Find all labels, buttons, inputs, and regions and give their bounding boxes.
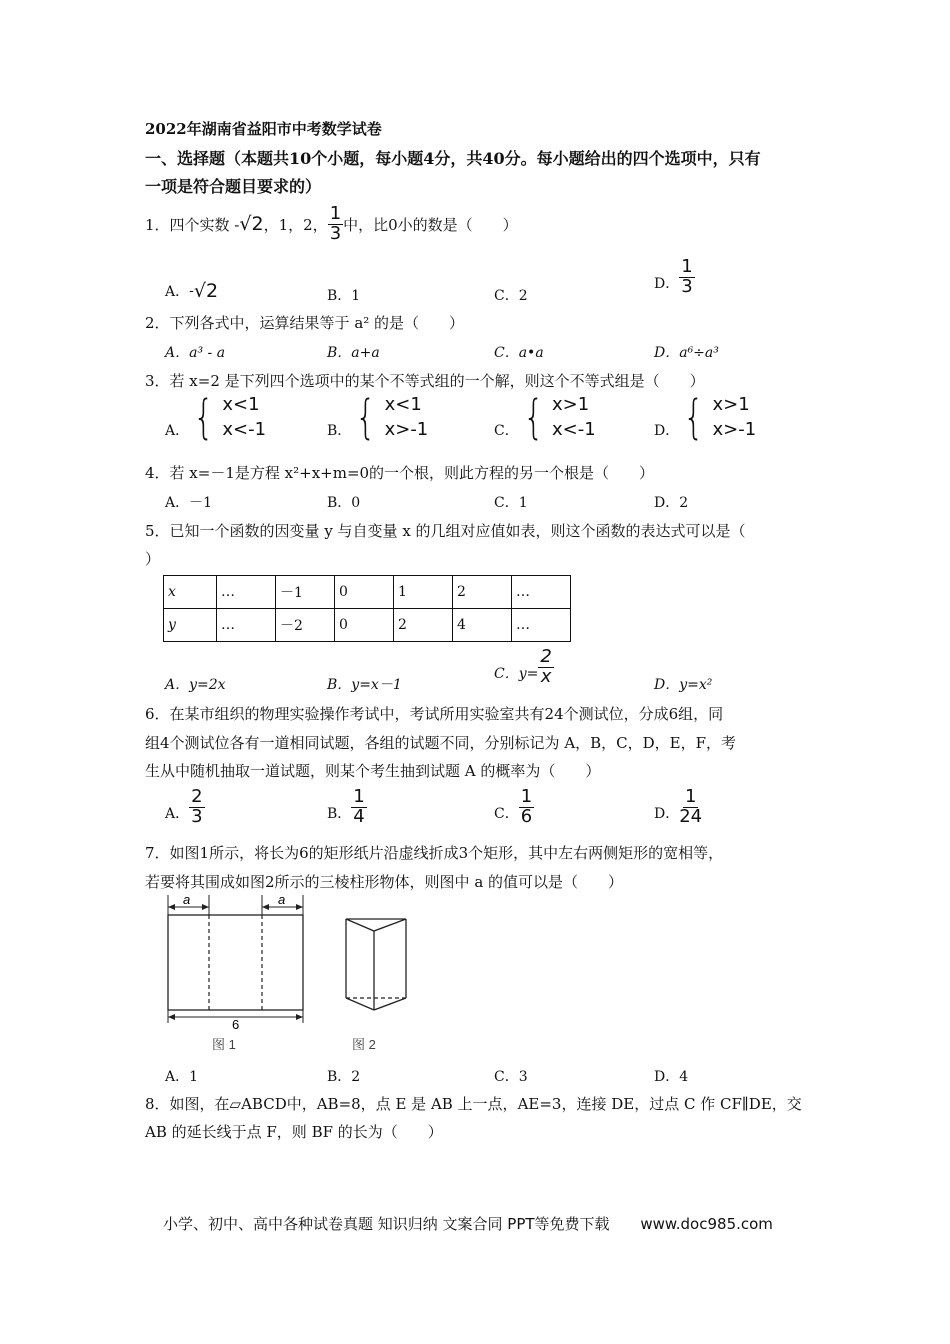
fraction-one-third: $\frac{1}{3}$: [329, 203, 342, 244]
q2-option-a[interactable]: A．a³ - a: [165, 345, 226, 361]
q1-option-d[interactable]: D． $\frac{1}{3}$: [654, 256, 693, 297]
q6-option-b[interactable]: B． $\frac{1}{4}$: [327, 786, 365, 827]
q6-option-a[interactable]: A． $\frac{2}{3}$: [165, 786, 203, 827]
footer-url[interactable]: www.doc985.com: [640, 1215, 773, 1233]
question-3-stem: 3．若 x=2 是下列四个选项中的某个不等式组的一个解，则这个不等式组是（ ）: [145, 372, 705, 390]
q7-option-d[interactable]: D．4: [654, 1069, 689, 1085]
table-cell: －1: [276, 576, 335, 609]
section-heading-line2: 一项是符合题目要求的）: [145, 177, 322, 196]
q5-option-c[interactable]: C．y= $\frac{2}{x}$: [494, 646, 552, 687]
fig-label-6: 6: [232, 1017, 240, 1032]
sqrt2: √2: [239, 213, 264, 236]
q3-option-c[interactable]: C． { x>1 x<-1: [494, 390, 596, 445]
table-cell: 0: [335, 609, 394, 642]
q3-option-d[interactable]: D． { x>1 x>-1: [654, 390, 757, 445]
table-cell: 4: [453, 609, 512, 642]
q3-option-a[interactable]: A． { x<1 x<-1: [165, 390, 267, 445]
exam-title: 2022年湖南省益阳市中考数学试卷: [145, 120, 382, 138]
table-cell: 0: [335, 576, 394, 609]
q1-option-a[interactable]: A． - √2: [165, 280, 219, 302]
q5-option-a[interactable]: A．y=2x: [165, 677, 226, 693]
table-cell: …: [512, 576, 571, 609]
q4-option-a[interactable]: A．－1: [165, 495, 213, 511]
question-8-line1: 8．如图，在▱ABCD中，AB=8，点 E 是 AB 上一点，AE=3，连接 DE，过点 C 作 CF∥DE，交: [145, 1095, 802, 1113]
question-6-line3: 生从中随机抽取一道试题，则某个考生抽到试题 A 的概率为（ ）: [145, 762, 601, 780]
fig-label-a-right: a: [278, 893, 286, 907]
question-4-stem: 4．若 x=－1是方程 x²+x+m=0的一个根，则此方程的另一个根是（ ）: [145, 464, 655, 482]
q6-option-c[interactable]: C． $\frac{1}{6}$: [494, 786, 533, 827]
table-cell: 2: [394, 609, 453, 642]
table-row: [164, 576, 571, 609]
figure-7: [160, 893, 420, 1058]
question-5-stem-line1: 5．已知一个函数的因变量 y 与自变量 x 的几组对应值如表，则这个函数的表达式可以是（: [145, 522, 746, 540]
q4-option-d[interactable]: D．2: [654, 495, 689, 511]
q6-option-d[interactable]: D． $\frac{1}{24}$: [654, 786, 703, 827]
question-1-stem: 1．四个实数 - √2 ，1，2， $\frac{1}{3}$ 中，比0小的数是（ ）: [145, 203, 518, 244]
figure-2-triangular-prism: [346, 919, 406, 1052]
table-cell: …: [217, 576, 276, 609]
q4-option-c[interactable]: C．1: [494, 495, 528, 511]
footer-text: 小学、初中、高中各种试卷真题 知识归纳 文案合同 PPT等免费下载: [163, 1215, 610, 1233]
question-8-line2: AB 的延长线于点 F，则 BF 的长为（ ）: [145, 1123, 443, 1141]
table-cell: …: [217, 609, 276, 642]
section-heading-line1: 一、选择题（本题共10个小题，每小题4分，共40分。每小题给出的四个选项中，只有: [145, 149, 761, 168]
table-cell: …: [512, 609, 571, 642]
question-5-stem-line2: ）: [145, 550, 161, 568]
table-cell: －2: [276, 609, 335, 642]
q5-option-d[interactable]: D．y=x²: [654, 677, 713, 693]
table-row: [164, 609, 571, 642]
question-7-line1: 7．如图1所示，将长为6的矩形纸片沿虚线折成3个矩形，其中左右两侧矩形的宽相等，: [145, 844, 724, 862]
question-6-line2: 组4个测试位各有一道相同试题，各组的试题不同，分别标记为 A，B，C，D，E，F，考: [145, 734, 737, 752]
page-footer: [163, 1213, 773, 1234]
table-cell: 2: [453, 576, 512, 609]
question-7-line2: 若要将其围成如图2所示的三棱柱形物体，则图中 a 的值可以是（ ）: [145, 873, 624, 891]
q5-option-b[interactable]: B．y=x－1: [327, 677, 402, 693]
figure-1-folded-rectangle: [168, 893, 303, 1052]
value-table: [163, 575, 571, 642]
q4-option-b[interactable]: B．0: [327, 495, 361, 511]
q7-option-a[interactable]: A．1: [165, 1069, 199, 1085]
q1-option-b[interactable]: B．1: [327, 288, 361, 304]
q1-option-c[interactable]: C．2: [494, 288, 528, 304]
q2-option-d[interactable]: D．a⁶÷a³: [654, 345, 719, 361]
q2-option-c[interactable]: C．a•a: [494, 345, 544, 361]
q7-option-c[interactable]: C．3: [494, 1069, 528, 1085]
q3-option-b[interactable]: B． { x<1 x>-1: [327, 390, 429, 445]
table-cell: 1: [394, 576, 453, 609]
fig-caption-1: 图 1: [212, 1037, 236, 1052]
fig-label-a-left: a: [183, 893, 191, 907]
table-cell: x: [164, 576, 217, 609]
question-6-line1: 6．在某市组织的物理实验操作考试中，考试所用实验室共有24个测试位，分成6组，同: [145, 705, 724, 723]
q7-option-b[interactable]: B．2: [327, 1069, 361, 1085]
question-2-stem: 2．下列各式中，运算结果等于 a² 的是（ ）: [145, 314, 465, 332]
fig-caption-2: 图 2: [352, 1037, 376, 1052]
table-cell: y: [164, 609, 217, 642]
q2-option-b[interactable]: B．a+a: [327, 345, 380, 361]
